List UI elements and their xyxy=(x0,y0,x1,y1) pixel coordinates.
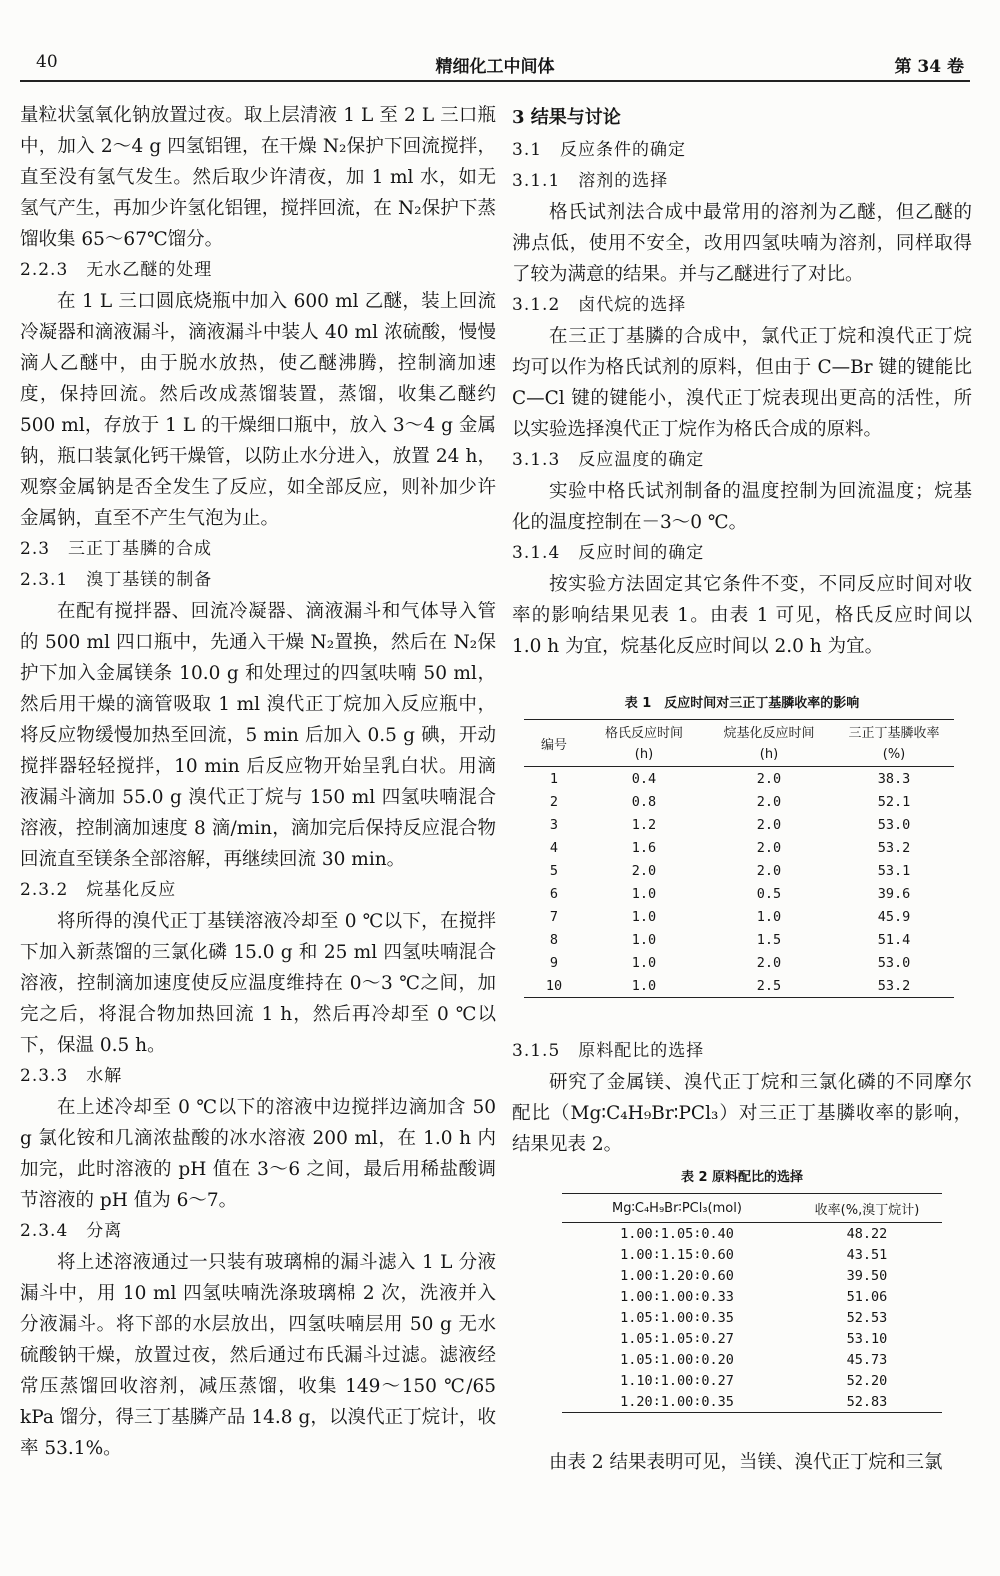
cell-ratio: 1.00∶1.05∶0.40 xyxy=(620,1225,734,1242)
cell-yield: 52.1 xyxy=(877,793,911,810)
cell-grignard-time: 1.0 xyxy=(631,908,657,925)
table-row xyxy=(562,1370,942,1391)
cell-grignard-time: 1.0 xyxy=(631,931,657,948)
section-heading: 2.3 三正丁基膦的合成 xyxy=(20,539,213,559)
table-row xyxy=(562,1349,942,1370)
cell-no: 10 xyxy=(524,974,584,998)
cell-yield: 53.0 xyxy=(877,816,911,833)
cell-alkylation-time: 1.5 xyxy=(756,931,782,948)
t2-header-yield: 收率(%,溴丁烷计) xyxy=(792,1194,942,1223)
section-heading: 2.3.1 溴丁基镁的制备 xyxy=(20,570,213,590)
cell-ratio: 1.00∶1.15∶0.60 xyxy=(620,1246,734,1263)
t1-header-no: 编号 xyxy=(524,720,584,767)
cell-yield: 52.20 xyxy=(846,1372,888,1389)
paragraph: 在 1 L 三口圆底烧瓶中加入 600 ml 乙醚，装上回流冷凝器和滴液漏斗，滴液漏斗中装人 40 ml 浓硫酸，慢慢滴人乙醚中，由于脱水放热，使乙醚沸腾，控制滴加速度，保持回流。然后改成蒸馏装置，蒸馏，收集乙醚约 500 ml，存放于 1 L 的干燥细口瓶中，放入 3～4 g 金属钠，瓶口装氯化钙干燥管，以防止水分进入，放置 24 h，观察金属钠是否全发生了反应，如全部反应，则补加少许金属钠，直至不产生气泡为止。 xyxy=(20,291,496,529)
cell-yield: 51.06 xyxy=(846,1288,888,1305)
right-section-c xyxy=(512,1447,972,1478)
section-heading: 2.3.4 分离 xyxy=(20,1221,123,1241)
left-column xyxy=(20,100,496,1464)
cell-yield: 52.83 xyxy=(792,1391,942,1413)
cell-alkylation-time: 2.0 xyxy=(756,862,782,879)
table-2-grid xyxy=(562,1193,942,1413)
volume-label: 第 34 卷 xyxy=(894,57,964,77)
section-heading: 2.2.3 无水乙醚的处理 xyxy=(20,260,213,280)
table-row xyxy=(562,1223,942,1245)
paragraph: 在配有搅拌器、回流冷凝器、滴液漏斗和气体导入管的 500 ml 四口瓶中，先通入干燥 N₂置换，然后在 N₂保护下加入金属镁条 10.0 g 和处理过的四氢呋喃 50 ml，然后用干燥的滴管吸取 1 ml 溴代正丁烷加入反应瓶中，将反应物缓慢加热至回流，5 min 后加入 0.5 g 碘，开动搅拌器轻轻搅拌，10 min 后反应物开始呈乳白状。用滴液漏斗滴加 55.0 g 溴代正丁烷与 150 ml 四氢呋喃混合溶液，控制滴加速度 8 滴/min，滴加完后保持反应混合物回流直至镁条全部溶解，再继续回流 30 min。 xyxy=(20,601,496,870)
table-row xyxy=(524,767,954,791)
t1-header-yield: 三正丁基膦收率 xyxy=(834,720,954,744)
section-heading: 3.1.2 卤代烷的选择 xyxy=(512,295,687,315)
table-row xyxy=(562,1307,942,1328)
t2-header-ratio: Mg∶C₄H₉Br∶PCl₃(mol) xyxy=(562,1194,792,1223)
table-row xyxy=(524,951,954,974)
table-1-caption: 表 1 反应时间对三正丁基膦收率的影响 xyxy=(624,696,860,711)
cell-no: 1 xyxy=(549,770,559,787)
cell-alkylation-time: 2.0 xyxy=(756,770,782,787)
t1-unit-yield: (%) xyxy=(834,743,954,767)
cell-no: 4 xyxy=(549,839,559,856)
table-row xyxy=(524,790,954,813)
t1-unit-alkylation: (h) xyxy=(704,743,834,767)
cell-grignard-time: 1.6 xyxy=(631,839,657,856)
cell-no: 2 xyxy=(549,793,559,810)
page-number: 40 xyxy=(36,52,58,72)
cell-ratio: 1.20∶1.00∶0.35 xyxy=(562,1391,792,1413)
paragraph: 由表 2 结果表明可见，当镁、溴代正丁烷和三氯 xyxy=(549,1452,943,1473)
cell-ratio: 1.05∶1.05∶0.27 xyxy=(620,1330,734,1347)
cell-alkylation-time: 1.0 xyxy=(756,908,782,925)
paragraph: 在三正丁基膦的合成中，氯代正丁烷和溴代正丁烷均可以作为格氏试剂的原料，但由于 C—Br 键的键能比 C—Cl 键的键能小，溴代正丁烷表现出更高的活性，所以实验选择溴代正丁烷作为格氏合成的原料。 xyxy=(512,326,972,440)
cell-grignard-time: 1.0 xyxy=(631,885,657,902)
header-rule xyxy=(20,80,970,82)
cell-ratio: 1.05∶1.00∶0.35 xyxy=(620,1309,734,1326)
table-2-caption: 表 2 原料配比的选择 xyxy=(680,1170,804,1185)
table-row xyxy=(524,905,954,928)
table-row xyxy=(524,836,954,859)
section-heading: 3.1.3 反应温度的确定 xyxy=(512,450,705,470)
cell-grignard-time: 0.8 xyxy=(631,793,657,810)
cell-yield: 43.51 xyxy=(846,1246,888,1263)
table-row xyxy=(524,974,954,998)
cell-grignard-time: 2.0 xyxy=(631,862,657,879)
table-1-grid xyxy=(524,719,954,998)
cell-no: 3 xyxy=(549,816,559,833)
paragraph: 格氏试剂法合成中最常用的溶剂为乙醚，但乙醚的沸点低，使用不安全，改用四氢呋喃为溶剂，同样取得了较为满意的结果。并与乙醚进行了对比。 xyxy=(512,202,972,285)
table-row xyxy=(524,859,954,882)
section-heading: 3 结果与讨论 xyxy=(512,107,621,128)
paragraph: 在上述冷却至 0 ℃以下的溶液中边搅拌边滴加含 50 g 氯化铵和几滴浓盐酸的冰水溶液 200 ml，在 1.0 h 内加完，此时溶液的 pH 值在 3～6 之间，最后用稀盐酸调节溶液的 pH 值为 6～7。 xyxy=(20,1097,496,1211)
cell-ratio: 1.00∶1.00∶0.33 xyxy=(620,1288,734,1305)
table-row xyxy=(524,882,954,905)
table-row xyxy=(562,1391,942,1413)
cell-yield: 52.53 xyxy=(846,1309,888,1326)
cell-alkylation-time: 2.0 xyxy=(756,816,782,833)
cell-yield: 53.10 xyxy=(846,1330,888,1347)
cell-alkylation-time: 2.0 xyxy=(756,839,782,856)
section-heading: 3.1.1 溶剂的选择 xyxy=(512,171,669,191)
paragraph: 按实验方法固定其它条件不变，不同反应时间对收率的影响结果见表 1。由表 1 可见，格氏反应时间以 1.0 h 为宜，烷基化反应时间以 2.0 h 为宜。 xyxy=(512,574,972,657)
cell-yield: 45.9 xyxy=(877,908,911,925)
cell-alkylation-time: 2.0 xyxy=(756,793,782,810)
right-column xyxy=(512,100,972,1478)
page-header xyxy=(20,52,970,82)
section-heading: 3.1.4 反应时间的确定 xyxy=(512,543,705,563)
cell-yield: 53.2 xyxy=(877,839,911,856)
cell-no: 6 xyxy=(549,885,559,902)
cell-grignard-time: 1.0 xyxy=(584,974,704,998)
table-row xyxy=(524,813,954,836)
paragraph: 将所得的溴代正丁基镁溶液冷却至 0 ℃以下，在搅拌下加入新蒸馏的三氯化磷 15.0 g 和 25 ml 四氢呋喃混合溶液，控制滴加速度使反应温度维持在 0～3 ℃之间，加完之后，将混合物加热回流 1 h，然后再冷却至 0 ℃以下，保温 0.5 h。 xyxy=(20,911,496,1056)
table-1 xyxy=(512,692,972,998)
cell-yield: 48.22 xyxy=(846,1225,888,1242)
section-heading: 3.1.5 原料配比的选择 xyxy=(512,1041,705,1061)
paragraph: 实验中格氏试剂制备的温度控制为回流温度；烷基化的温度控制在－3～0 ℃。 xyxy=(512,481,972,533)
table-row xyxy=(562,1244,942,1265)
cell-yield: 53.2 xyxy=(834,974,954,998)
cell-ratio: 1.00∶1.20∶0.60 xyxy=(620,1267,734,1284)
cell-grignard-time: 0.4 xyxy=(631,770,657,787)
table-2 xyxy=(512,1166,972,1413)
cell-yield: 53.1 xyxy=(877,862,911,879)
paragraph: 将上述溶液通过一只装有玻璃棉的漏斗滤入 1 L 分液漏斗中，用 10 ml 四氢呋喃洗涤玻璃棉 2 次，洗液并入分液漏斗。将下部的水层放出，四氢呋喃层用 50 g 无水硫酸钠干燥，放置过夜，然后通过布氏漏斗过滤。滤液经常压蒸馏回收溶剂，减压蒸馏，收集 149～150 ℃/65 kPa 馏分，得三丁基膦产品 14.8 g，以溴代正丁烷计，收率 53.1%。 xyxy=(20,1252,496,1459)
cell-yield: 51.4 xyxy=(877,931,911,948)
cell-yield: 38.3 xyxy=(877,770,911,787)
table-row xyxy=(524,928,954,951)
cell-no: 7 xyxy=(549,908,559,925)
cell-no: 8 xyxy=(549,931,559,948)
table-row xyxy=(562,1286,942,1307)
cell-grignard-time: 1.2 xyxy=(631,816,657,833)
journal-title: 精细化工中间体 xyxy=(435,57,555,77)
cell-ratio: 1.10∶1.00∶0.27 xyxy=(620,1372,734,1389)
paragraph: 研究了金属镁、溴代正丁烷和三氯化磷的不同摩尔配比（Mg∶C₄H₉Br∶PCl₃）对三正丁基膦收率的影响，结果见表 2。 xyxy=(512,1072,972,1155)
cell-yield: 39.6 xyxy=(877,885,911,902)
table-row xyxy=(562,1265,942,1286)
section-heading: 2.3.2 烷基化反应 xyxy=(20,880,177,900)
cell-grignard-time: 1.0 xyxy=(631,954,657,971)
right-section-a xyxy=(512,102,972,662)
right-section-b xyxy=(512,1036,972,1160)
t1-header-grignard: 格氏反应时间 xyxy=(584,720,704,744)
t1-unit-grignard: (h) xyxy=(584,743,704,767)
cell-ratio: 1.05∶1.00∶0.20 xyxy=(620,1351,734,1368)
t1-header-alkylation: 烷基化反应时间 xyxy=(704,720,834,744)
cell-no: 5 xyxy=(549,862,559,879)
section-heading: 3.1 反应条件的确定 xyxy=(512,140,687,160)
cell-alkylation-time: 2.5 xyxy=(704,974,834,998)
cell-alkylation-time: 2.0 xyxy=(756,954,782,971)
cell-alkylation-time: 0.5 xyxy=(756,885,782,902)
cell-yield: 39.50 xyxy=(846,1267,888,1284)
paragraph: 量粒状氢氧化钠放置过夜。取上层清液 1 L 至 2 L 三口瓶中，加入 2～4 g 四氢铝锂，在干燥 N₂保护下回流搅拌，直至没有氢气发生。然后取少许清夜，加 1 ml 水，如无氢气产生，再加少许氢化铝锂，搅拌回流，在 N₂保护下蒸馏收集 65～67℃馏分。 xyxy=(20,105,496,250)
section-heading: 2.3.3 水解 xyxy=(20,1066,123,1086)
cell-yield: 45.73 xyxy=(846,1351,888,1368)
cell-yield: 53.0 xyxy=(877,954,911,971)
table-row xyxy=(562,1328,942,1349)
cell-no: 9 xyxy=(549,954,559,971)
